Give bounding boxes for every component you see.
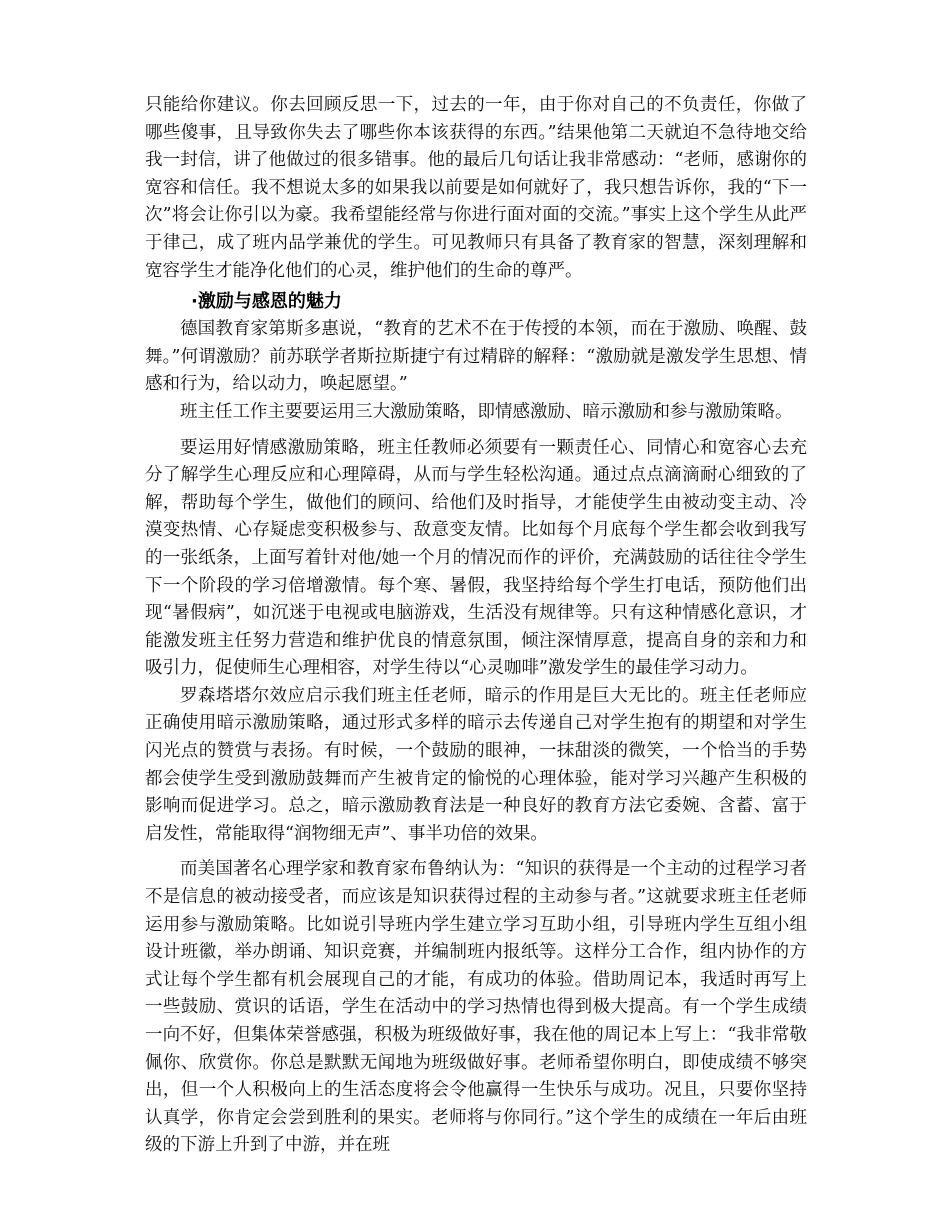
paragraph-emotional-motivation: 要运用好情感激励策略，班主任教师必须要有一颗责任心、同情心和宽容心去充分了解学生心理反应和心理障碍，从而与学生轻松沟通。通过点点滴滴耐心细致的了解，帮助每个学生，做他们的顾问、给他们及时指导，才能使学生由被动变主动、冷漠变热情、心存疑虑变积极参与、敌意变友情。比如每个月底每个学生都会收到我写的一张纸条，上面写着针对他/她一个月的情况而作的评价，充满鼓励的话往往令学生下一个阶段的学习倍增激情。每个寒、暑假，我坚持给每个学生打电话，预防他们出现“暑假病”，如沉迷于电视或电脑游戏，生活没有规律等。只有这种情感化意识，才能激发班主任努力营造和维护优良的情意氛围，倾注深情厚意，提高自身的亲和力和吸引力，促使师生心理相容，对学生待以“心灵咖啡”激发学生的最佳学习动力。 — [145, 437, 807, 679]
section-heading: ·激励与感恩的魅力 — [191, 291, 342, 313]
paragraph-suggestion-motivation: 罗森塔塔尔效应启示我们班主任老师，暗示的作用是巨大无比的。班主任老师应正确使用暗示激励策略，通过形式多样的暗示去传递自己对学生抱有的期望和对学生闪光点的赞赏与表扬。有时候，一个鼓励的眼神，一抹甜淡的微笑，一个恰当的手势都会使学生受到激励鼓舞而产生被肯定的愉悦的心理体验，能对学习兴趣产生积极的影响而促进学习。总之，暗示激励教育法是一种良好的教育方法它委婉、含蓄、富于启发性，常能取得“润物细无声”、事半功倍的效果。 — [145, 685, 807, 844]
paragraph-continuation: 只能给你建议。你去回顾反思一下，过去的一年，由于你对自己的不负责任，你做了哪些傻事，且导致你失去了哪些你本该获得的东西。”结果他第二天就迫不急待地交给我一封信，讲了他做过的很多错事。他的最后几句话让我非常感动：“老师，感谢你的宽容和信任。我不想说太多的如果我以前要是如何就好了，我只想告诉你，我的“下一次”将会让你引以为豪。我希望能经常与你进行面对面的交流。”事实上这个学生从此严于律己，成了班内品学兼优的学生。可见教师只有具备了教育家的智慧，深刻理解和宽容学生才能净化他们的心灵，维护他们的生命的尊严。 — [145, 95, 807, 281]
paragraph-participation-motivation: 而美国著名心理学家和教育家布鲁纳认为：“知识的获得是一个主动的过程学习者不是信息的被动接受者，而应该是知识获得过程的主动参与者。”这就要求班主任老师运用参与激励策略。比如说引导班内学生建立学习互助小组，引导班内学生互组小组设计班徽，举办朗诵、知识竞赛，并编制班内报纸等。这样分工合作，组内协作的方式让每个学生都有机会展现自己的才能，有成功的体验。借助周记本，我适时再写上一些鼓励、赏识的话语，学生在活动中的学习热情也得到极大提高。有一个学生成绩一向不好，但集体荣誉感强，积极为班级做好事，我在他的周记本上写上：“我非常敬佩你、欣赏你。你总是默默无闻地为班级做好事。老师希望你明白，即使成绩不够突出，但一个人积极向上的生活态度将会令他赢得一生快乐与成功。况且，只要你坚持认真学，你肯定会尝到胜利的果实。老师将与你同行。”这个学生的成绩在一年后由班级的下游上升到了中游，并在班 — [145, 859, 807, 1156]
paragraph-three-strategies: 班主任工作主要要运用三大激励策略，即情感激励、暗示激励和参与激励策略。 — [180, 401, 793, 422]
paragraph-diesterweg-quote: 德国教育家第斯多惠说，“教育的艺术不在于传授的本领，而在于激励、唤醒、鼓舞。”何谓激励？前苏联学者斯拉斯捷宁有过精辟的解释：“激励就是激发学生思想、情感和行为，给以动力，唤起愿望。” — [145, 319, 807, 395]
document-page — [145, 92, 807, 1160]
